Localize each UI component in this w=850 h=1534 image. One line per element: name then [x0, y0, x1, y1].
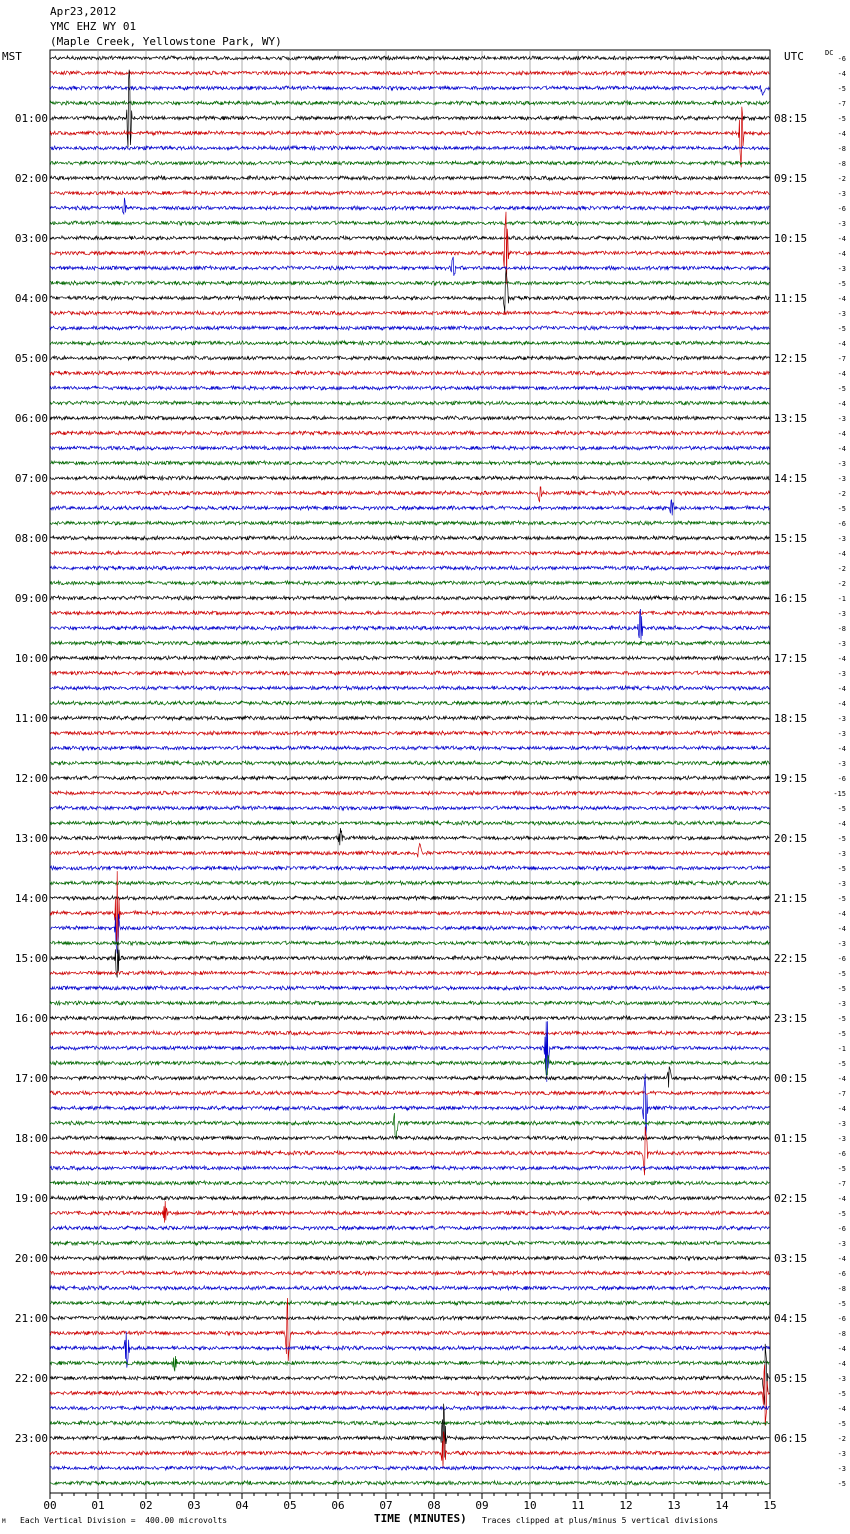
dc-offset-label: -8	[837, 625, 846, 633]
dc-offset-label: -6	[837, 1270, 846, 1278]
dc-offset-label: -3	[837, 940, 846, 948]
dc-offset-label: -1	[837, 1045, 846, 1053]
dc-offset-label: -3	[837, 1000, 846, 1008]
trace-line	[50, 1067, 769, 1088]
dc-offset-label: -5	[837, 505, 846, 513]
dc-offset-label: -6	[837, 775, 846, 783]
dc-offset-label: -4	[837, 70, 846, 78]
trace-line	[50, 1344, 769, 1405]
trace-line	[50, 641, 769, 645]
dc-offset-label: -6	[837, 1225, 846, 1233]
trace-line	[50, 476, 769, 480]
trace-line	[50, 198, 769, 214]
trace-line	[50, 844, 769, 858]
dc-offset-label: -4	[837, 370, 846, 378]
dc-offset-label: -7	[837, 1180, 846, 1188]
dc-offset-label: -3	[837, 850, 846, 858]
trace-line	[50, 487, 769, 502]
trace-line	[50, 914, 769, 954]
dc-offset-label: -4	[837, 445, 846, 453]
x-tick-label: 09	[475, 1499, 489, 1512]
dc-offset-label: -2	[837, 1435, 846, 1443]
date-label: Apr23,2012	[50, 5, 117, 18]
dc-offset-label: -6	[837, 1315, 846, 1323]
dc-offset-label: -5	[837, 280, 846, 288]
trace-line	[50, 1365, 769, 1426]
utc-hour-label: 12:15	[774, 352, 808, 365]
trace-line	[50, 461, 769, 465]
trace-line	[50, 107, 769, 168]
utc-hour-label: 16:15	[774, 592, 808, 605]
mst-hour-label: 22:00	[14, 1372, 48, 1385]
mst-hour-label: 14:00	[14, 892, 48, 905]
mst-hour-label: 16:00	[14, 1012, 48, 1025]
dc-offset-label: -3	[837, 535, 846, 543]
dc-offset-label: -6	[837, 955, 846, 963]
dc-offset-label: -3	[837, 220, 846, 228]
trace-line	[50, 281, 769, 285]
trace-line	[50, 326, 769, 330]
dc-offset-label: -5	[837, 85, 846, 93]
trace-line	[50, 161, 769, 165]
trace-line	[50, 1406, 769, 1410]
dc-offset-label: -4	[837, 295, 846, 303]
trace-line	[50, 1016, 769, 1020]
mst-hour-label: 20:00	[14, 1252, 48, 1265]
x-tick-label: 06	[331, 1499, 345, 1512]
dc-offset-label: -2	[837, 565, 846, 573]
dc-offset-label: -7	[837, 1090, 846, 1098]
trace-line	[50, 1055, 769, 1075]
trace-line	[50, 1196, 769, 1200]
mst-hour-label: 13:00	[14, 832, 48, 845]
dc-offset-label: -5	[837, 1300, 846, 1308]
dc-offset-label: -5	[837, 970, 846, 978]
dc-offset-label: -3	[837, 265, 846, 273]
dc-offset-label: -6	[837, 55, 846, 63]
utc-hour-label: 18:15	[774, 712, 808, 725]
dc-offset-label: -5	[837, 1165, 846, 1173]
trace-line	[50, 971, 769, 975]
utc-hour-label: 03:15	[774, 1252, 808, 1265]
x-tick-label: 02	[139, 1499, 153, 1512]
dc-offset-label: -4	[837, 1360, 846, 1368]
utc-hour-label: 05:15	[774, 1372, 808, 1385]
utc-hour-label: 21:15	[774, 892, 808, 905]
dc-offset-label: -7	[837, 100, 846, 108]
dc-offset-label: -5	[837, 325, 846, 333]
trace-line	[50, 270, 769, 313]
trace-line	[50, 1031, 769, 1035]
trace-line	[50, 356, 769, 360]
trace-line	[50, 1301, 769, 1305]
trace-line	[50, 551, 769, 555]
dc-offset-label: -5	[837, 1015, 846, 1023]
mst-hour-label: 07:00	[14, 472, 48, 485]
mst-hour-label: 04:00	[14, 292, 48, 305]
trace-line	[50, 431, 769, 435]
dc-offset-label: -6	[837, 205, 846, 213]
scale-note: Each Vertical Division = 400.00 microvolts	[20, 1516, 228, 1525]
utc-label: UTC	[784, 50, 804, 63]
trace-line	[50, 101, 769, 105]
trace-line	[50, 1298, 769, 1361]
x-tick-label: 13	[667, 1499, 681, 1512]
dc-offset-label: -3	[837, 1375, 846, 1383]
x-tick-label: 10	[523, 1499, 537, 1512]
dc-offset-label: -3	[837, 1120, 846, 1128]
dc-offset-label: -3	[837, 1240, 846, 1248]
utc-hour-label: 08:15	[774, 112, 808, 125]
utc-hour-label: 13:15	[774, 412, 808, 425]
trace-line	[50, 701, 769, 705]
utc-hour-label: 11:15	[774, 292, 808, 305]
trace-line	[50, 341, 769, 345]
dc-offset-label: -5	[837, 1060, 846, 1068]
mst-hour-label: 23:00	[14, 1432, 48, 1445]
trace-line	[50, 746, 769, 750]
trace-line	[50, 521, 769, 525]
x-tick-label: 05	[283, 1499, 297, 1512]
dc-offset-label: -1	[837, 595, 846, 603]
dc-offset-label: -4	[837, 1075, 846, 1083]
mst-hour-label: 01:00	[14, 112, 48, 125]
utc-hour-label: 00:15	[774, 1072, 808, 1085]
trace-line	[50, 1226, 769, 1230]
dc-offset-label: -4	[837, 925, 846, 933]
dc-offset-label: -4	[837, 910, 846, 918]
dc-offset-label: -3	[837, 1135, 846, 1143]
trace-line	[50, 1113, 769, 1138]
dc-offset-label: -7	[837, 355, 846, 363]
trace-line	[50, 671, 769, 675]
trace-line	[50, 1432, 769, 1469]
dc-offset-label: -8	[837, 145, 846, 153]
trace-line	[50, 176, 769, 180]
dc-offset-label: -3	[837, 415, 846, 423]
dc-offset-label: -4	[837, 1105, 846, 1113]
dc-offset-label: -4	[837, 235, 846, 243]
trace-line	[50, 1074, 769, 1136]
x-axis-title: TIME (MINUTES)	[374, 1512, 467, 1525]
trace-line	[50, 611, 769, 615]
dc-offset-label: -8	[837, 1285, 846, 1293]
trace-line	[50, 821, 769, 825]
mst-hour-label: 18:00	[14, 1132, 48, 1145]
location-label: (Maple Creek, Yellowstone Park, WY)	[50, 35, 282, 48]
x-tick-label: 15	[763, 1499, 777, 1512]
trace-line	[50, 371, 769, 375]
trace-line	[50, 581, 769, 585]
dc-offset-label: -4	[837, 1195, 846, 1203]
trace-line	[50, 536, 769, 540]
utc-hour-label: 09:15	[774, 172, 808, 185]
dc-offset-label: -8	[837, 160, 846, 168]
trace-line	[50, 791, 769, 795]
utc-hour-label: 04:15	[774, 1312, 808, 1325]
dc-offset-label: -3	[837, 610, 846, 618]
trace-line	[50, 85, 769, 95]
utc-hour-label: 22:15	[774, 952, 808, 965]
dc-offset-label: -3	[837, 760, 846, 768]
dc-offset-label: -3	[837, 1465, 846, 1473]
mst-hour-label: 19:00	[14, 1192, 48, 1205]
mst-hour-label: 15:00	[14, 952, 48, 965]
trace-line	[50, 70, 769, 148]
mst-hour-label: 02:00	[14, 172, 48, 185]
dc-offset-label: -4	[837, 550, 846, 558]
trace-line	[50, 896, 769, 900]
trace-line	[50, 1181, 769, 1185]
dc-offset-label: -3	[837, 880, 846, 888]
dc-offset-label: -4	[837, 340, 846, 348]
dc-offset-label: -4	[837, 685, 846, 693]
dc-offset-label: -4	[837, 1405, 846, 1413]
x-tick-label: 03	[187, 1499, 201, 1512]
trace-line	[50, 1166, 769, 1170]
utc-hour-label: 01:15	[774, 1132, 808, 1145]
trace-line	[50, 386, 769, 390]
trace-line	[50, 731, 769, 735]
utc-hour-label: 10:15	[774, 232, 808, 245]
trace-line	[50, 761, 769, 765]
trace-line	[50, 56, 769, 60]
mst-hour-label: 05:00	[14, 352, 48, 365]
x-tick-label: 08	[427, 1499, 441, 1512]
dc-offset-label: -5	[837, 115, 846, 123]
trace-line	[50, 191, 769, 195]
trace-line	[50, 656, 769, 660]
trace-line	[50, 1256, 769, 1260]
trace-line	[50, 986, 769, 990]
dc-offset-label: -5	[837, 835, 846, 843]
utc-hour-label: 17:15	[774, 652, 808, 665]
trace-line	[50, 716, 769, 720]
utc-hour-label: 23:15	[774, 1012, 808, 1025]
dc-offset-label: -3	[837, 670, 846, 678]
utc-hour-label: 19:15	[774, 772, 808, 785]
dc-offset-label: -3	[837, 190, 846, 198]
dc-offset-label: -4	[837, 1345, 846, 1353]
trace-line	[50, 1271, 769, 1275]
trace-line	[50, 1136, 769, 1140]
dc-offset-label: -5	[837, 1480, 846, 1488]
trace-line	[50, 146, 769, 150]
trace-line	[50, 1421, 769, 1425]
mst-hour-label: 11:00	[14, 712, 48, 725]
dc-offset-label: -4	[837, 655, 846, 663]
utc-hour-label: 20:15	[774, 832, 808, 845]
mst-hour-label: 17:00	[14, 1072, 48, 1085]
trace-line	[50, 686, 769, 690]
dc-offset-label: -4	[837, 400, 846, 408]
trace-line	[50, 828, 769, 845]
trace-line	[50, 500, 769, 516]
dc-offset-label: -5	[837, 1210, 846, 1218]
x-tick-label: 07	[379, 1499, 393, 1512]
trace-line	[50, 1286, 769, 1290]
trace-line	[50, 71, 769, 75]
mst-hour-label: 06:00	[14, 412, 48, 425]
dc-offset-label: -5	[837, 805, 846, 813]
mst-hour-label: 08:00	[14, 532, 48, 545]
trace-line	[50, 1356, 769, 1371]
trace-line	[50, 1241, 769, 1245]
dc-offset-label: -4	[837, 700, 846, 708]
dc-offset-label: -5	[837, 865, 846, 873]
trace-line	[50, 1316, 769, 1320]
corner-mark: M	[2, 1518, 6, 1525]
clip-note: Traces clipped at plus/minus 5 vertical divisions	[482, 1516, 719, 1525]
trace-line	[50, 881, 769, 885]
dc-offset-label: -8	[837, 1330, 846, 1338]
dc-offset-label: -2	[837, 175, 846, 183]
dc-offset-label: -3	[837, 475, 846, 483]
trace-line	[50, 1481, 769, 1485]
trace-line	[50, 1091, 769, 1095]
dc-offset-label: -5	[837, 1030, 846, 1038]
trace-line	[50, 806, 769, 810]
trace-line	[50, 1201, 769, 1223]
dc-offset-label: -3	[837, 715, 846, 723]
dc-offset-label: -4	[837, 820, 846, 828]
dc-offset-label: -4	[837, 130, 846, 138]
trace-line	[50, 596, 769, 600]
dc-offset-label: -6	[837, 520, 846, 528]
trace-line	[50, 236, 769, 240]
dc-offset-label: -2	[837, 580, 846, 588]
dc-offset-label: -5	[837, 895, 846, 903]
trace-line	[50, 1001, 769, 1005]
trace-line	[50, 446, 769, 450]
trace-line	[50, 866, 769, 870]
x-tick-label: 00	[43, 1499, 57, 1512]
x-tick-label: 14	[715, 1499, 729, 1512]
x-tick-label: 11	[571, 1499, 585, 1512]
mst-hour-label: 10:00	[14, 652, 48, 665]
dc-offset-label: -5	[837, 985, 846, 993]
dc-offset-label: -15	[833, 790, 846, 798]
mst-hour-label: 12:00	[14, 772, 48, 785]
trace-line	[50, 416, 769, 420]
mst-hour-label: 21:00	[14, 1312, 48, 1325]
dc-offset-label: -6	[837, 1150, 846, 1158]
dc-offset-label: -4	[837, 745, 846, 753]
dc-offset-label: -3	[837, 730, 846, 738]
utc-hour-label: 14:15	[774, 472, 808, 485]
dc-offset-label: -3	[837, 460, 846, 468]
dc-offset-label: -3	[837, 310, 846, 318]
station-label: YMC EHZ WY 01	[50, 20, 137, 33]
trace-line	[50, 311, 769, 315]
utc-hour-label: 15:15	[774, 532, 808, 545]
mst-label: MST	[2, 50, 22, 63]
dc-offset-label: -4	[837, 430, 846, 438]
dc-offset-label: -4	[837, 1255, 846, 1263]
dc-offset-label: -5	[837, 385, 846, 393]
trace-line	[50, 776, 769, 780]
dc-offset-label: -5	[837, 1420, 846, 1428]
trace-line	[50, 941, 769, 945]
dc-offset-label: -5	[837, 1390, 846, 1398]
trace-line	[50, 257, 769, 276]
dc-offset-label: -3	[837, 640, 846, 648]
dc-offset-label: -3	[837, 1450, 846, 1458]
dc-label: DC	[825, 49, 834, 57]
trace-line	[50, 401, 769, 405]
mst-hour-label: 09:00	[14, 592, 48, 605]
x-tick-label: 01	[91, 1499, 105, 1512]
trace-line	[50, 1466, 769, 1470]
mst-hour-label: 03:00	[14, 232, 48, 245]
utc-hour-label: 06:15	[774, 1432, 808, 1445]
dc-offset-label: -2	[837, 490, 846, 498]
utc-hour-label: 02:15	[774, 1192, 808, 1205]
trace-line	[50, 566, 769, 570]
x-tick-label: 04	[235, 1499, 249, 1512]
x-tick-label: 12	[619, 1499, 633, 1512]
dc-offset-label: -4	[837, 250, 846, 258]
trace-line	[50, 221, 769, 225]
